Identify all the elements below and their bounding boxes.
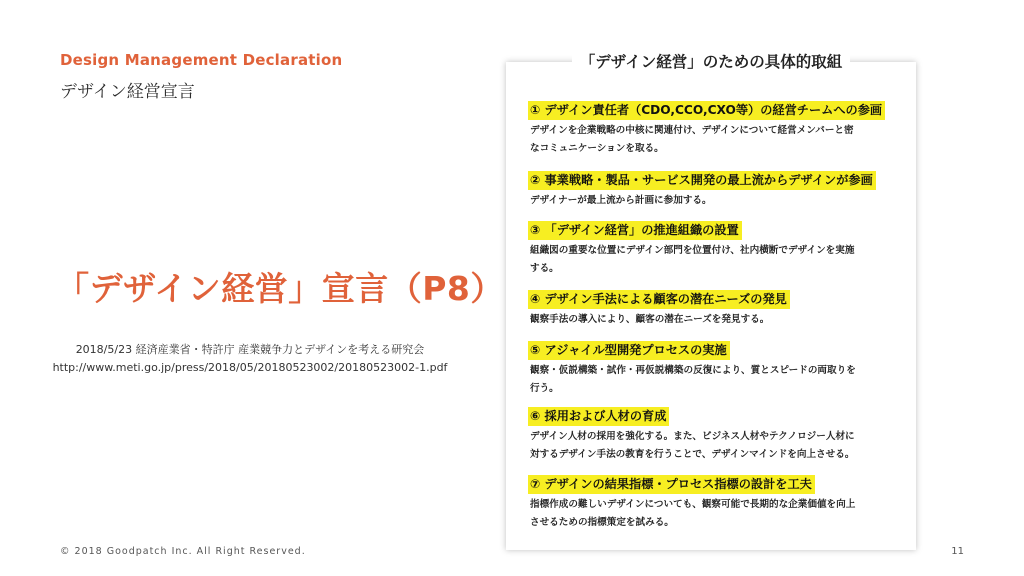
document-excerpt xyxy=(506,53,916,550)
initiative-heading: ⑦ デザインの結果指標・プロセス指標の設計を工夫 xyxy=(528,475,815,494)
initiative-body xyxy=(528,496,900,531)
initiative-item-2 xyxy=(528,169,900,210)
initiative-heading: ⑤ アジャイル型開発プロセスの実施 xyxy=(528,341,730,360)
initiative-body-line: デザインを企業戦略の中核に関連付け、デザインについて経営メンバーと密 xyxy=(530,125,854,136)
initiative-body-line: 行う。 xyxy=(530,382,559,394)
initiative-body-line: 指標作成の難しいデザインについても、観察可能で長期的な企業価値を向上 xyxy=(530,499,856,510)
initiative-body-line: デザイナーが最上流から計画に参加する。 xyxy=(530,195,712,206)
section-subtitle: デザイン経営宣言 xyxy=(60,82,195,102)
initiative-item-5 xyxy=(528,339,900,397)
initiative-body-line: 組織図の重要な位置にデザイン部門を位置付け、社内横断でデザインを実施 xyxy=(530,245,855,256)
initiative-heading: ① デザイン責任者（CDO,CCO,CXO等）の経営チームへの参画 xyxy=(528,101,885,120)
initiative-item-7 xyxy=(528,473,900,531)
initiative-body xyxy=(528,311,900,329)
initiative-item-4 xyxy=(528,288,900,329)
initiative-body-line: させるための指標策定を試みる。 xyxy=(530,516,674,528)
initiative-item-1 xyxy=(528,99,900,157)
initiative-body xyxy=(528,428,900,463)
section-eyebrow: Design Management Declaration xyxy=(60,51,343,69)
document-title xyxy=(506,50,916,72)
document-title-text: 「デザイン経営」のための具体的取組 xyxy=(572,53,850,71)
initiative-heading: ⑥ 採用および人材の育成 xyxy=(528,407,669,426)
initiative-body xyxy=(528,242,900,277)
citation-source: 2018/5/23 経済産業省・特許庁 産業競争力とデザインを考える研究会 xyxy=(75,343,425,356)
initiative-heading: ④ デザイン手法による顧客の潜在ニーズの発見 xyxy=(528,290,790,309)
initiative-item-6 xyxy=(528,405,900,463)
initiative-body-line: する。 xyxy=(530,262,559,274)
initiative-item-3 xyxy=(528,219,900,277)
initiative-body-line: 観察・仮説構築・試作・再仮説構築の反復により、質とスピードの両取りを xyxy=(530,365,856,376)
initiative-body xyxy=(528,192,900,210)
initiative-body-line: なコミュニケーションを取る。 xyxy=(530,142,664,154)
initiative-body xyxy=(528,122,900,157)
page-number: 11 xyxy=(951,546,964,557)
citation-url[interactable]: http://www.meti.go.jp/press/2018/05/20180523002/20180523002-1.pdf xyxy=(52,361,448,374)
initiative-heading: ② 事業戦略・製品・サービス開発の最上流からデザインが参画 xyxy=(528,171,876,190)
initiative-body-line: デザイン人材の採用を強化する。また、ビジネス人材やテクノロジー人材に xyxy=(530,431,855,442)
initiative-body-line: 観察手法の導入により、顧客の潜在ニーズを発見する。 xyxy=(530,314,770,325)
initiative-body-line: 対するデザイン手法の教育を行うことで、デザインマインドを向上させる。 xyxy=(530,448,855,460)
initiative-body xyxy=(528,362,900,397)
initiative-heading: ③ 「デザイン経営」の推進組織の設置 xyxy=(528,221,742,240)
slide-title: 「デザイン経営」宣言（P8） xyxy=(56,269,504,308)
copyright-notice: © 2018 Goodpatch Inc. All Right Reserved. xyxy=(60,546,306,557)
